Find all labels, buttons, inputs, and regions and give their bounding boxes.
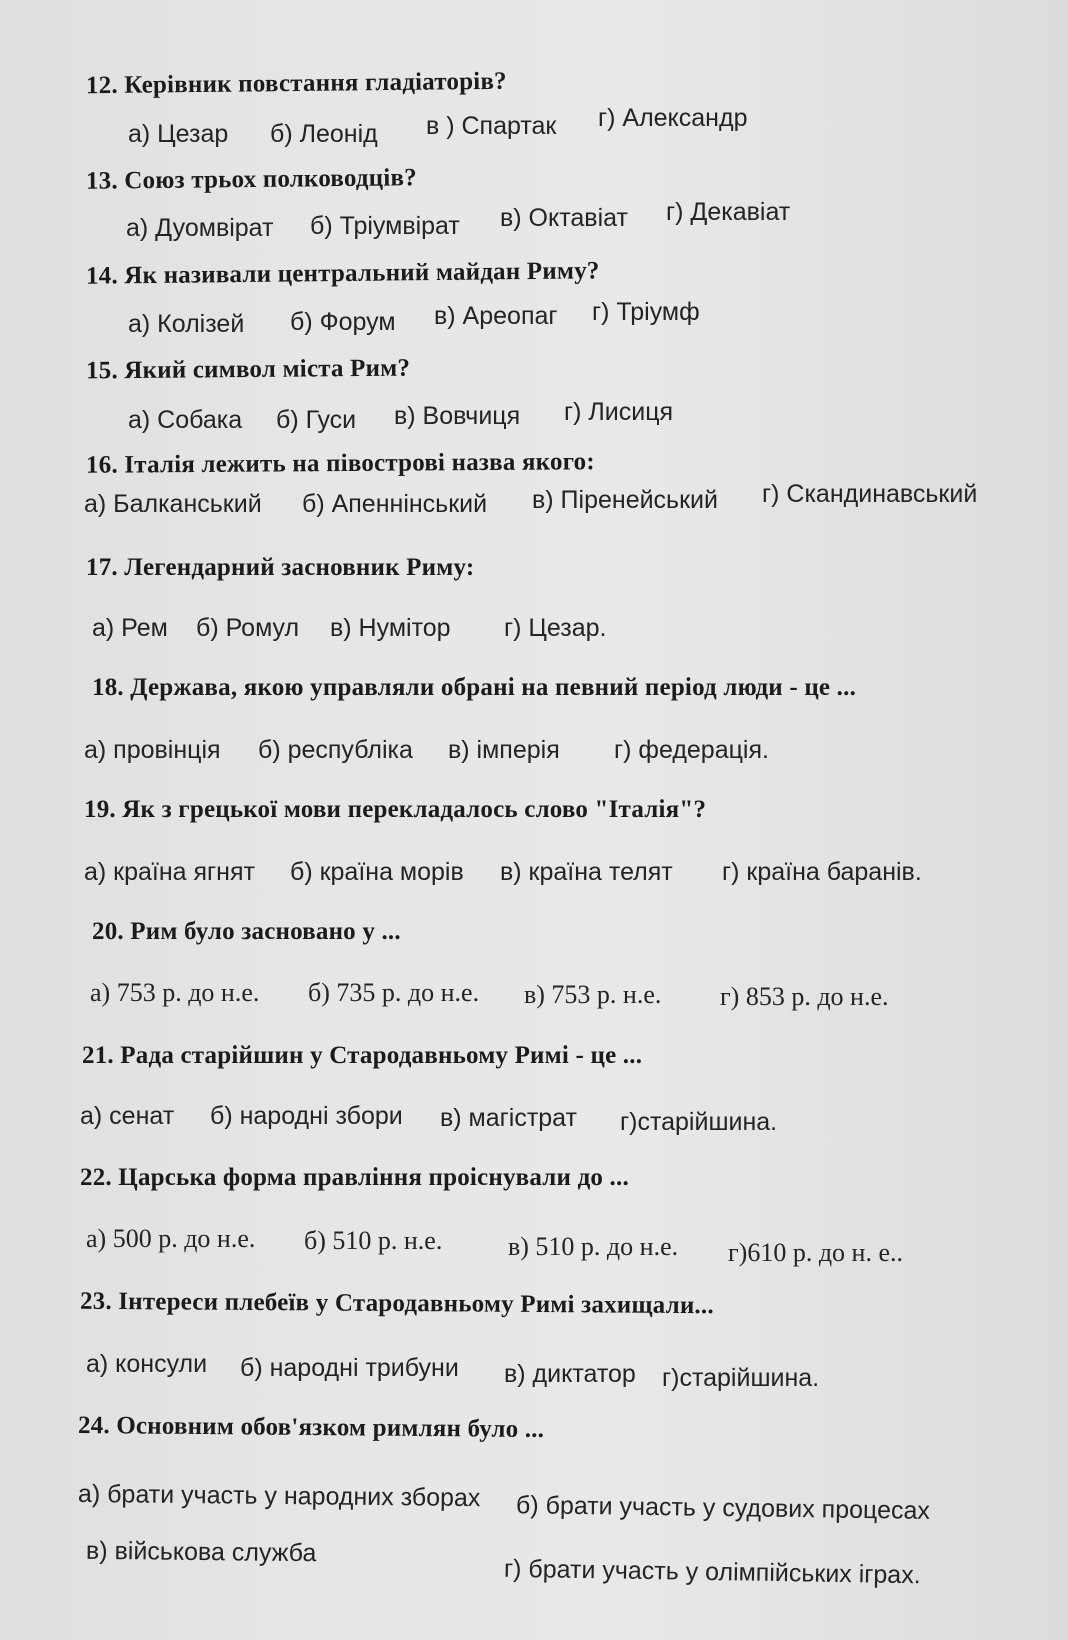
option-c: в) магістрат <box>440 1104 577 1132</box>
option-a: а) 500 р. до н.е. <box>86 1224 256 1253</box>
option-b: б) 510 р. н.е. <box>304 1226 443 1255</box>
option-a: а) Дуомвірат <box>126 214 274 242</box>
question-title: 24. Основним обов'язком римлян було ... <box>77 1411 545 1444</box>
option-c: в) Вовчиця <box>394 402 521 430</box>
option-b: б) Апеннінський <box>302 490 488 518</box>
option-d: г) країна баранів. <box>722 858 922 886</box>
option-b: б) народні збори <box>210 1102 403 1130</box>
question-title: 20. Рим було засновано у ... <box>92 918 401 945</box>
option-b: б) Леонід <box>270 120 378 148</box>
option-d: г) Лисиця <box>564 398 674 426</box>
option-d: г) 853 р. до н.е. <box>720 982 889 1011</box>
option-d: г) Тріумф <box>592 298 700 326</box>
option-c: в) 510 р. до н.е. <box>508 1232 679 1261</box>
option-c: в) Октавіат <box>500 204 628 232</box>
option-c: в) країна телят <box>500 858 673 886</box>
option-d: г)старійшина. <box>662 1364 820 1392</box>
question-title: 16. Італія лежить на півострові назва якого: <box>85 448 595 479</box>
option-c: в) 753 р. н.е. <box>524 980 662 1009</box>
option-b: б) Тріумвірат <box>310 212 460 240</box>
option-a: а) Цезар <box>128 120 229 148</box>
option-b: б) Ромул <box>196 614 300 642</box>
question-title: 14. Як називали центральний майдан Риму? <box>85 257 600 290</box>
option-a: а) консули <box>86 1350 208 1378</box>
option-d: г) брати участь у олімпійських іграх. <box>503 1554 921 1590</box>
option-c: в) Ареопаг <box>434 302 558 330</box>
option-d: г) Цезар. <box>504 614 607 642</box>
option-c: в) диктатор <box>504 1360 636 1388</box>
option-d: г) Декавіат <box>666 198 791 226</box>
option-a: а) сенат <box>80 1102 175 1130</box>
question-title: 22. Царська форма правління проіснували до ... <box>80 1164 629 1191</box>
option-d: г)610 р. до н. е.. <box>728 1238 904 1267</box>
option-a: а) 753 р. до н.е. <box>90 978 260 1007</box>
option-b: б) 735 р. до н.е. <box>308 978 480 1007</box>
option-a: а) Колізей <box>128 310 245 338</box>
option-a: а) Балканський <box>84 490 262 518</box>
question-title: 21. Рада старійшин у Стародавньому Римі - це ... <box>82 1042 643 1069</box>
option-b: б) республіка <box>258 736 413 764</box>
option-d: г) Александр <box>598 104 748 132</box>
option-a: а) провінція <box>84 736 221 764</box>
option-d: г) федерація. <box>614 736 769 764</box>
question-title: 17. Легендарний засновник Риму: <box>86 554 475 581</box>
question-title: 13. Союз трьох полководців? <box>85 164 417 195</box>
option-b: б) брати участь у судових процесах <box>515 1491 931 1525</box>
option-c: в) імперія <box>448 736 560 764</box>
option-c: в ) Спартак <box>426 112 557 140</box>
option-b: б) народні трибуни <box>240 1354 459 1382</box>
question-title: 19. Як з грецької мови перекладалось слово "Італія"? <box>84 796 707 823</box>
option-b: б) країна морів <box>290 858 464 886</box>
option-b: б) Форум <box>290 308 396 336</box>
option-c: в) Піренейський <box>532 486 718 514</box>
option-d: г)старійшина. <box>620 1108 778 1136</box>
option-d: г) Скандинавський <box>762 480 978 508</box>
question-title: 23. Інтереси плебеїв у Стародавньому Римі захищали... <box>79 1287 714 1320</box>
option-c: в) військова служба <box>85 1536 317 1568</box>
option-c: в) Нумітор <box>330 614 451 642</box>
option-a: а) брати участь у народних зборах <box>77 1479 481 1513</box>
option-a: а) Собака <box>128 406 243 434</box>
question-title: 15. Який символ міста Рим? <box>85 354 411 385</box>
question-title: 18. Держава, якою управляли обрані на певний період люди - це ... <box>92 674 857 701</box>
option-b: б) Гуси <box>276 406 357 434</box>
option-a: а) країна ягнят <box>84 858 255 886</box>
question-title: 12. Керівник повстання гладіаторів? <box>85 67 507 100</box>
option-a: а) Рем <box>92 614 168 642</box>
